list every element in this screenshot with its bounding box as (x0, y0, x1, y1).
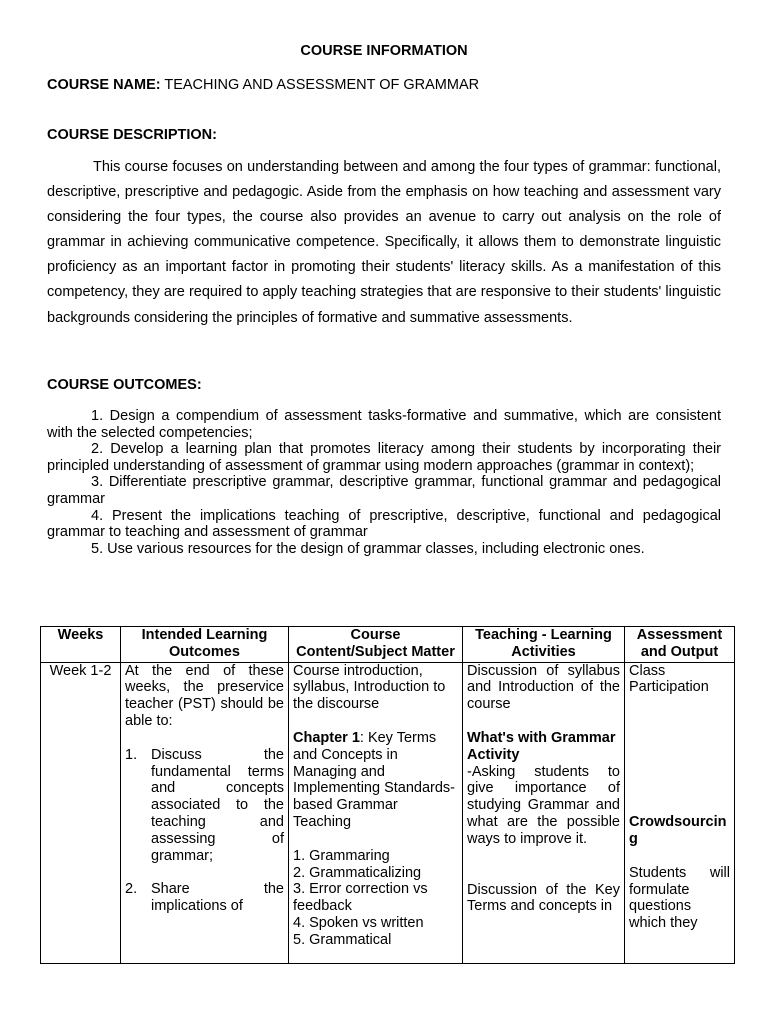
course-description-text: This course focuses on understanding between and among the four types of grammar: functional, descriptive, prescriptive and pedagogic. Aside from the emphasis on how teaching and assessment vary considering the four types, the course also provides an avenue to carry out analysis on the role of grammar in achieving communicative competence. Specifically, it allows them to demonstrate linguistic proficiency as an important factor in promoting their students' literacy skills. As a manifestation of this competency, they are required to apply teaching strategies that are responsive to their students' linguistic backgrounds considering the principles of formative and summative assessments. (47, 159, 721, 326)
header-assessment-output: Assessment and Output (625, 627, 735, 663)
tla-intro: Discussion of syllabus and Introduction of the course (467, 662, 620, 713)
ilo-item-text: Discuss the fundamental terms and concepts associated to the teaching and assessing of grammar; (151, 746, 284, 864)
cell-content (289, 662, 463, 963)
header-weeks: Weeks (41, 627, 121, 663)
chapter-title: : Key Terms and Concepts in Managing and Implementing Standards-based Grammar Teaching (293, 729, 455, 830)
cell-teaching-learning (463, 662, 625, 963)
list-item (125, 747, 284, 865)
course-outcome-3: 3. Differentiate prescriptive grammar, descriptive grammar, functional grammar and pedagogical grammar (47, 474, 721, 507)
ilo-item-text: Share the implications of (151, 881, 284, 915)
course-outcome-5: 5. Use various resources for the design of grammar classes, including electronic ones. (91, 540, 645, 557)
document-title: COURSE INFORMATION (300, 43, 468, 59)
course-outcomes-heading: COURSE OUTCOMES: (47, 377, 202, 393)
course-outcome-1: 1. Design a compendium of assessment tasks-formative and summative, which are consistent with the selected competencies; (47, 408, 721, 441)
cell-week: Week 1-2 (41, 662, 121, 963)
cell-ilo (121, 662, 289, 963)
ilo-item-number: 2. (125, 881, 138, 898)
course-outcomes-list (47, 408, 721, 557)
header-intended-learning-outcomes: Intended Learning Outcomes (121, 627, 289, 663)
course-outcome-2: 2. Develop a learning plan that promotes literacy among their students by incorporating their principled understanding of assessment of grammar using modern approaches (grammar in context); (47, 441, 721, 474)
course-description-heading: COURSE DESCRIPTION: (47, 127, 217, 143)
topic-item: 4. Spoken vs written (293, 914, 424, 931)
assessment-participation: Class Participation (629, 662, 709, 696)
header-course-content: Course Content/Subject Matter (289, 627, 463, 663)
table-row (41, 662, 735, 963)
ilo-item-number: 1. (125, 746, 138, 763)
table-header-row (41, 627, 735, 663)
content-intro: Course introduction, syllabus, Introduction to the discourse (293, 662, 446, 713)
chapter-heading (293, 730, 458, 831)
list-item (125, 881, 284, 915)
ilo-list (125, 747, 284, 915)
topic-item: 2. Grammaticalizing (293, 864, 422, 881)
ilo-intro: At the end of these weeks, the preservice teacher (PST) should be able to: (125, 662, 284, 729)
course-name-label: COURSE NAME: (47, 77, 161, 93)
course-name-value: TEACHING AND ASSESSMENT OF GRAMMAR (160, 77, 480, 93)
header-teaching-learning-activities: Teaching - Learning Activities (463, 627, 625, 663)
tla-activity-description: -Asking students to give importance of studying Grammar and what are the possible ways to improve it. (467, 763, 620, 847)
course-schedule-table (40, 626, 735, 964)
assessment-description: Students will formulate questions which they (629, 864, 730, 932)
topic-item: 1. Grammaring (293, 847, 390, 864)
tla-activity-title: What's with Grammar Activity (467, 729, 616, 763)
topic-item: 3. Error correction vs feedback (293, 881, 428, 915)
topic-item: 5. Grammatical (293, 931, 392, 948)
tla-discussion: Discussion of the Key Terms and concepts in (467, 881, 620, 915)
cell-assessment (625, 662, 735, 963)
course-name (47, 77, 727, 93)
course-outcome-4: 4. Present the implications teaching of prescriptive, descriptive, functional and pedagogical grammar to teaching and assessment of grammar (47, 507, 721, 541)
assessment-title: Crowdsourcing (629, 814, 727, 847)
chapter-label: Chapter 1 (293, 729, 360, 746)
